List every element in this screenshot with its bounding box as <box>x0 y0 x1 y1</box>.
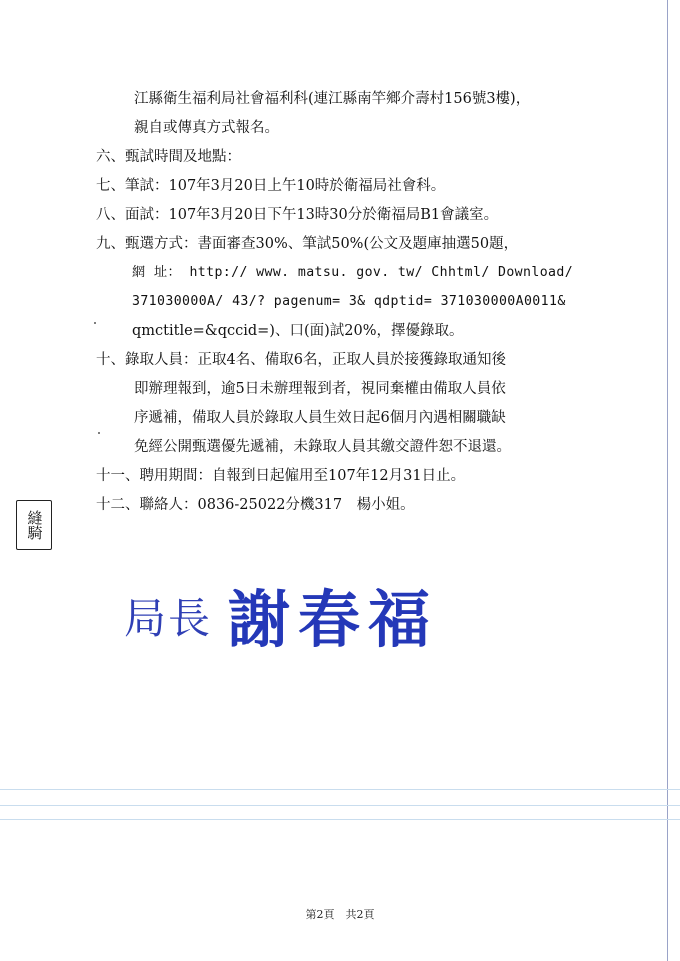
text-line: 八、面試：107年3月20日下午13時30分於衛福局B1會議室。 <box>96 207 499 223</box>
text-line: 十、錄取人員：正取4名、備取6名，正取人員於接獲錄取通知後 <box>96 352 506 368</box>
page-edge-line <box>667 0 668 961</box>
text-line: 免經公開甄選優先遞補，未錄取人員其繳交證件恕不退還。 <box>134 439 511 455</box>
scan-speck <box>98 432 100 434</box>
signature-title: 局長 <box>124 594 213 643</box>
divider-line <box>0 805 680 806</box>
page-number: 第2頁 共2頁 <box>305 908 375 921</box>
divider-line <box>0 789 680 790</box>
text-line: 親自或傳真方式報名。 <box>134 120 279 136</box>
text-line: 371030000A/ 43/? pagenum= 3& qdptid= 371030000A0011& <box>132 294 566 309</box>
seal-stamp: 縫騎 <box>16 500 52 550</box>
text-line: 九、甄選方式：書面審查30%、筆試50%(公文及題庫抽選50題， <box>96 236 519 252</box>
text-line: qmctitle=&qccid=)、口(面)試20%，擇優錄取。 <box>132 323 464 339</box>
text-line: 七、筆試：107年3月20日上午10時於衛福局社會科。 <box>96 178 446 194</box>
text-line: 網 址： http:// www. matsu. gov. tw/ Chhtml/ Download/ <box>132 265 574 280</box>
text-line: 十二、聯絡人：0836-25022分機317 楊小姐。 <box>96 497 415 513</box>
text-line: 即辦理報到，逾5日未辦理報到者，視同棄權由備取人員依 <box>134 381 506 397</box>
signature-name: 謝春福 <box>228 583 439 656</box>
text-line: 序遞補，備取人員於錄取人員生效日起6個月內遇相關職缺 <box>134 410 506 426</box>
scan-speck <box>94 322 96 324</box>
text-line: 六、甄試時間及地點： <box>96 149 241 165</box>
text-line: 江縣衛生福利局社會福利科(連江縣南竿鄉介壽村156號3樓)， <box>134 91 531 107</box>
text-line: 十一、聘用期間：自報到日起僱用至107年12月31日止。 <box>96 468 466 484</box>
divider-line <box>0 819 680 820</box>
